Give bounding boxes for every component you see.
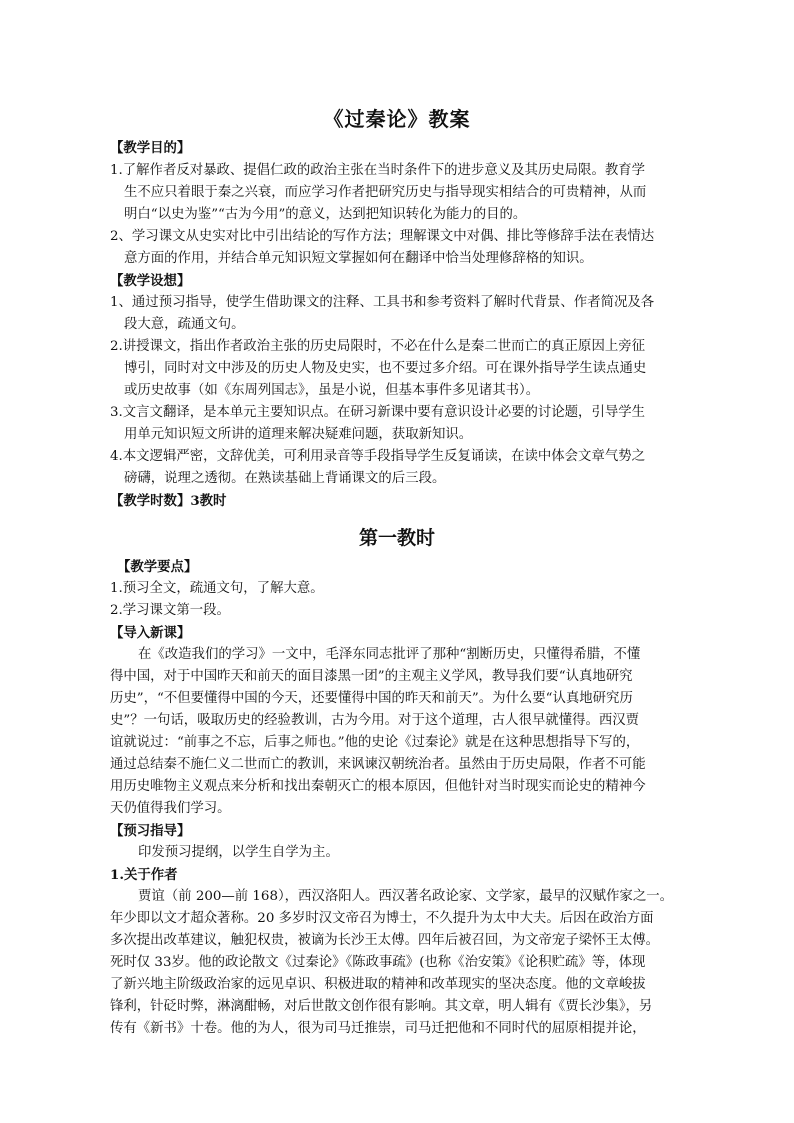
- intro-line: 在《改造我们的学习》一文中，毛泽东同志批评了那种“割断历史，只懂得希腊，不懂: [138, 647, 641, 662]
- design-heading: 【教学设想】: [110, 273, 191, 289]
- design-line: 1、通过预习指导，使学生借助课文的注释、工具书和参考资料了解时代背景、作者简况及各: [110, 295, 655, 310]
- intro-heading: 【导入新课】: [110, 625, 191, 641]
- design-line: 磅礴，说理之透彻。在熟读基础上背诵课文的后三段。: [124, 471, 446, 486]
- author-line: 贾谊（前 200—前 168），西汉洛阳人。西汉著名政论家、文学家，最早的汉赋作家之一。: [138, 889, 673, 904]
- author-line: 死时仅 33岁。他的政论散文《过秦论》《陈政事疏》(也称《治安策》《论积贮疏》等，体现: [110, 955, 646, 970]
- design-line: 4.本文逻辑严密，文辞优美，可利用录音等手段指导学生反复诵读，在读中体会文章气势之: [110, 449, 646, 464]
- objectives-line: 1.了解作者反对暴政、提倡仁政的政治主张在当时条件下的进步意义及其历史局限。教育学: [110, 163, 646, 178]
- author-line: 锋利，针砭时弊，淋漓酣畅，对后世散文创作很有影响。其文章，明人辑有《贾长沙集》，另: [110, 999, 653, 1014]
- design-line: 段大意，疏通文句。: [124, 317, 245, 332]
- preview-heading: 【预习指导】: [110, 823, 191, 839]
- author-line: 多次提出改革建议，触犯权贵，被谪为长沙王太傅。四年后被召回，为文帝宠子梁怀王太傅。: [110, 933, 660, 948]
- author-heading: 1.关于作者: [110, 867, 178, 883]
- design-line: 2.讲授课文，指出作者政治主张的历史局限时，不必在什么是秦二世而亡的真正原因上旁征: [110, 339, 646, 354]
- objectives-line: 意方面的作用，并结合单元知识短文掌握如何在翻译中恰当处理修辞格的知识。: [124, 251, 593, 266]
- intro-line: 天仍值得我们学习。: [110, 801, 231, 816]
- page-title: 《过秦论》教案: [323, 107, 471, 131]
- hours-heading: 【教学时数】3教时: [110, 493, 227, 509]
- objectives-line: 生不应只着眼于秦之兴衰，而应学习作者把研究历史与指导现实相结合的可贵精神，从而: [124, 185, 647, 200]
- design-line: 3.文言文翻译，是本单元主要知识点。在研习新课中要有意识设计必要的讨论题，引导学生: [110, 405, 646, 420]
- author-line: 传有《新书》十卷。他的为人，很为司马迁推崇，司马迁把他和不同时代的屈原相提并论，: [110, 1021, 646, 1036]
- objectives-line: 明白“以史为鉴”“古为今用”的意义，达到把知识转化为能力的目的。: [124, 207, 527, 222]
- design-line: 博引，同时对文中涉及的历史人物及史实，也不要过多介绍。可在课外指导学生读点通史: [124, 361, 647, 376]
- preview-line: 印发预习提纲，以学生自学为主。: [138, 845, 339, 860]
- points-line: 2.学习课文第一段。: [110, 603, 230, 618]
- design-line: 或历史故事（如《东周列国志》，虽是小说，但基本事件多见诸其书）。: [124, 383, 540, 398]
- points-line: 1.预习全文，疏通文句，了解大意。: [110, 581, 324, 596]
- intro-line: 用历史唯物主义观点来分析和找出秦朝灭亡的根本原因，但他针对当时现实而论史的精神今: [110, 779, 646, 794]
- objectives-heading: 【教学目的】: [110, 140, 191, 156]
- intro-line: 谊就说过：“前事之不忘，后事之师也。”他的史论《过秦论》就是在这种思想指导下写的，: [110, 735, 640, 750]
- author-line: 了新兴地主阶级政治家的远见卓识、积极进取的精神和改革现实的坚决态度。他的文章峻拔: [110, 977, 646, 992]
- points-heading: 【教学要点】: [117, 559, 198, 575]
- intro-line: 得中国，对于中国昨天和前天的面目漆黑一团”的主观主义学风，教导我们要“认真地研究: [110, 669, 633, 684]
- lesson-heading: 第一教时: [358, 527, 435, 549]
- intro-line: 史”？一句话，吸取历史的经验教训，古为今用。对于这个道理，古人很早就懂得。西汉贾: [110, 713, 640, 728]
- objectives-line: 2、学习课文从史实对比中引出结论的写作方法；理解课文中对偶、排比等修辞手法在表情达: [110, 229, 655, 244]
- design-line: 用单元知识短文所讲的道理来解决疑难问题，获取新知识。: [124, 427, 473, 442]
- intro-line: 通过总结秦不施仁义二世而亡的教训，来讽谏汉朝统治者。虽然由于历史局限，作者不可能: [110, 757, 646, 772]
- author-line: 年少即以文才超众著称。20 多岁时汉文帝召为博士，不久提升为太中大夫。后因在政治方面: [110, 911, 654, 926]
- intro-line: 历史”，“不但要懂得中国的今天，还要懂得中国的昨天和前天”。为什么要“认真地研究历: [110, 691, 633, 706]
